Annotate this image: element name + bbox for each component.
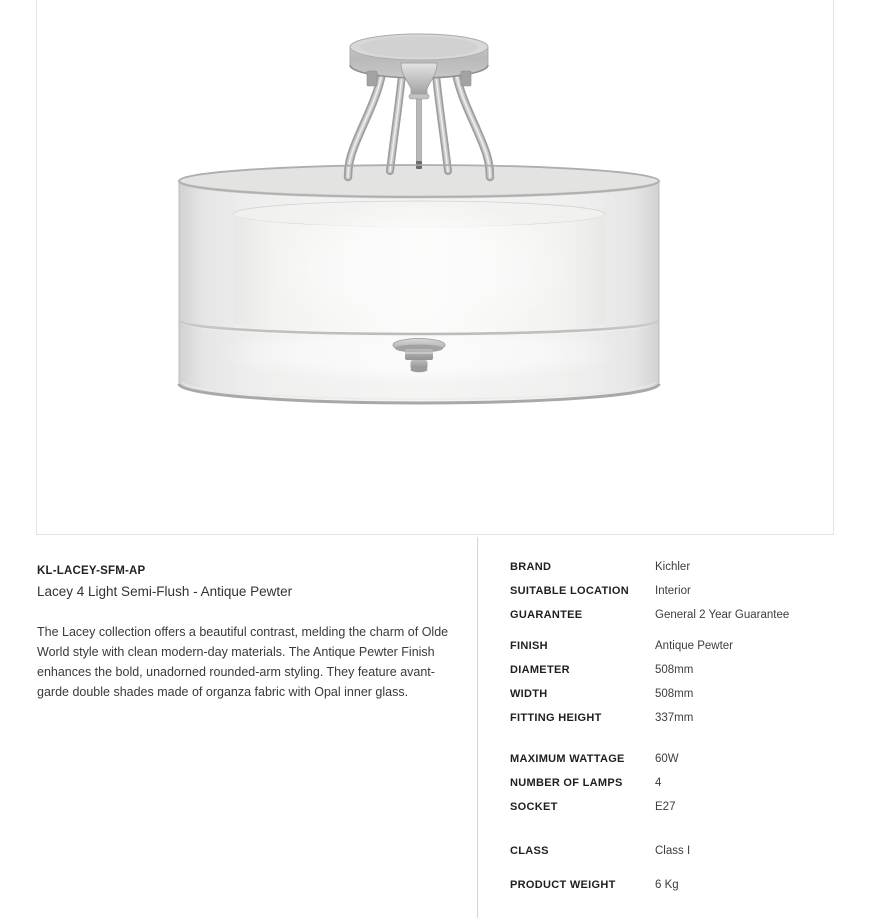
organza-veil (179, 181, 659, 403)
spec-value: 60W (655, 753, 679, 765)
spec-label: DIAMETER (510, 664, 570, 676)
product-description: The Lacey collection offers a beautiful contrast, melding the charm of Olde World style with clean modern-day materials. The Antique Pewter Finish enhances the bold, unadorned rounded-arm styling. They feature avant-garde double shades made of organza fabric with Opal inner glass. (37, 625, 449, 699)
spec-label: WIDTH (510, 688, 548, 700)
spec-row-socket (510, 801, 840, 814)
spec-value: 4 (655, 777, 662, 789)
spec-value: Kichler (655, 561, 691, 573)
spec-value: Interior (655, 585, 691, 597)
spec-label: SOCKET (510, 801, 558, 813)
product-title: Lacey 4 Light Semi-Flush - Antique Pewter (37, 584, 293, 599)
spec-row-class (510, 845, 840, 858)
spec-label: PRODUCT WEIGHT (510, 879, 616, 891)
spec-value: 508mm (655, 688, 694, 700)
spec-value: 6 Kg (655, 879, 679, 891)
ceiling-canopy (350, 34, 488, 99)
spec-row-suitable-location (510, 585, 840, 598)
spec-row-number-of-lamps (510, 777, 840, 790)
spec-value: 337mm (655, 712, 694, 724)
spec-value: Antique Pewter (655, 640, 733, 652)
center-stem-rod (416, 99, 422, 169)
column-divider (477, 537, 478, 918)
spec-label: FINISH (510, 640, 548, 652)
spec-label: MAXIMUM WATTAGE (510, 753, 625, 765)
spec-label: NUMBER OF LAMPS (510, 777, 623, 789)
spec-label: FITTING HEIGHT (510, 712, 602, 724)
spec-row-brand (510, 561, 840, 574)
product-image-lamp (37, 1, 833, 534)
spec-row-product-weight (510, 879, 840, 892)
spec-row-fitting-height (510, 712, 840, 725)
spec-row-finish (510, 640, 840, 653)
product-sku: KL-LACEY-SFM-AP (37, 565, 146, 577)
spec-table (510, 561, 840, 903)
spec-label: SUITABLE LOCATION (510, 585, 629, 597)
spec-label: BRAND (510, 561, 552, 573)
spec-label: CLASS (510, 845, 549, 857)
spec-value: General 2 Year Guarantee (655, 609, 790, 621)
spec-row-guarantee (510, 609, 840, 622)
product-image-panel[interactable] (36, 0, 834, 535)
spec-value: 508mm (655, 664, 694, 676)
spec-row-maximum-wattage (510, 753, 840, 766)
spec-row-width (510, 688, 840, 701)
spec-value: E27 (655, 801, 676, 813)
spec-row-diameter (510, 664, 840, 677)
spec-label: GUARANTEE (510, 609, 583, 621)
spec-value: Class I (655, 845, 691, 857)
